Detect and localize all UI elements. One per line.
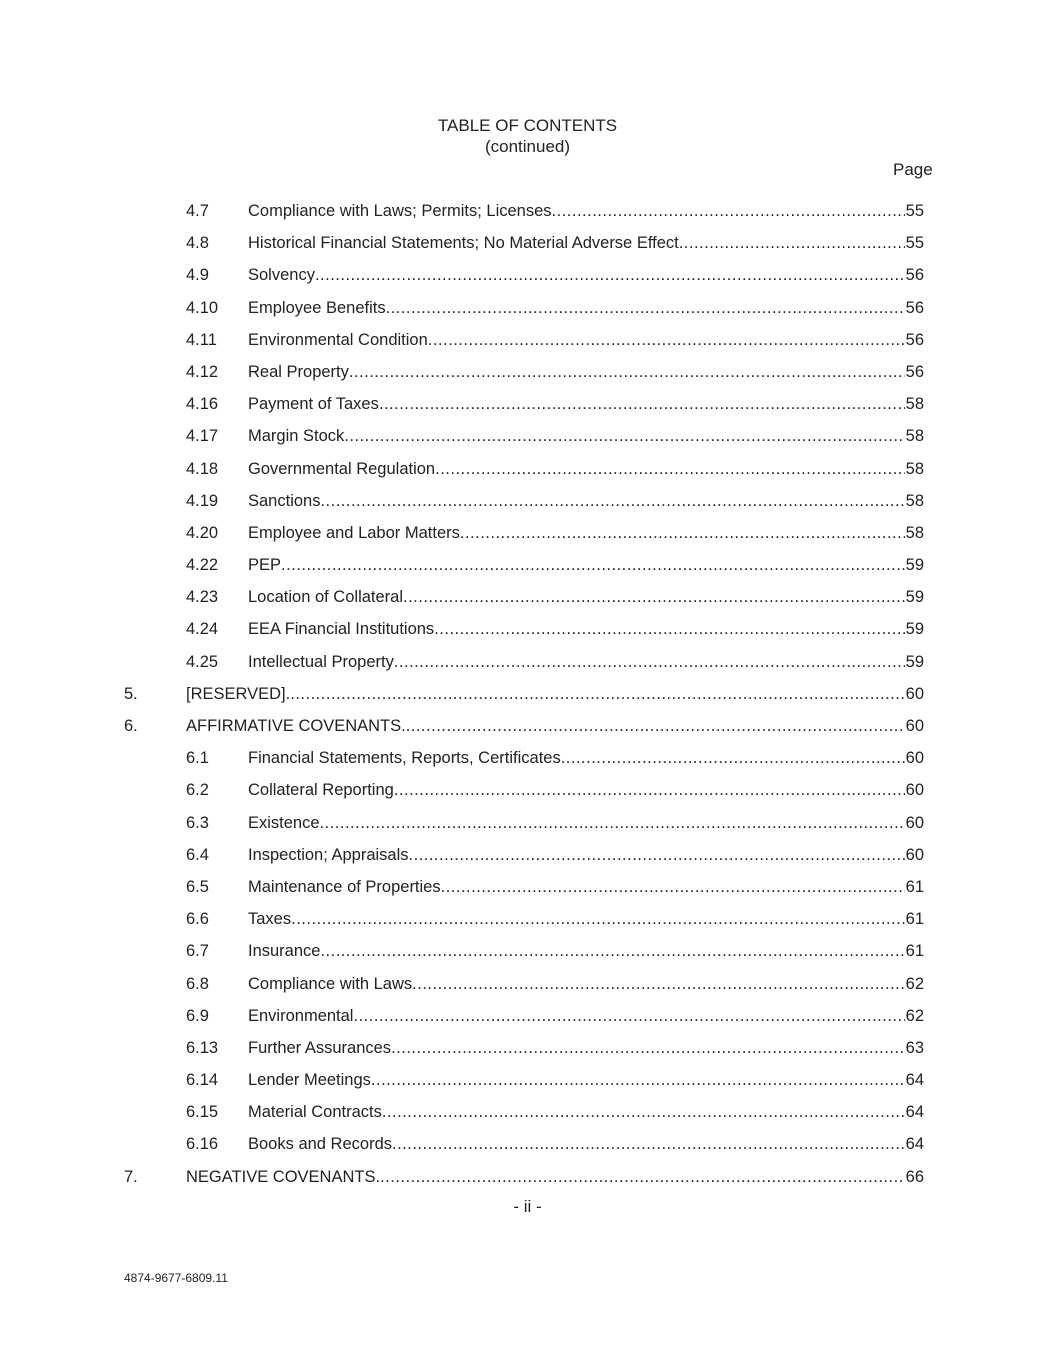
entry-page: 60 [905,813,924,832]
entry-title: Solvency [248,266,315,285]
entry-title: Taxes [248,910,292,929]
entry-number: 6.1 [186,749,209,768]
dot-leader [406,710,905,742]
toc-subsection-entry[interactable] [0,1064,1055,1096]
entry-title: Payment of Taxes [248,395,379,414]
toc-subsection-entry[interactable] [0,903,1055,935]
entry-title: Environmental Condition [248,330,428,349]
entry-leader-line [248,227,924,259]
dot-leader [441,871,905,903]
entry-page: 58 [905,523,924,542]
entry-title: Historical Financial Statements; No Material Adverse Effect [248,234,679,253]
toc-subsection-entry[interactable] [0,324,1055,356]
entry-number: 6.15 [186,1103,219,1122]
entry-page: 60 [905,749,924,768]
toc-subtitle: (continued) [484,137,571,156]
toc-subsection-entry[interactable] [0,356,1055,388]
entry-leader-line [248,388,924,420]
entry-number: 6.7 [186,942,209,961]
dot-leader [679,227,905,259]
entry-number: 6.5 [186,877,209,896]
entry-leader-line [248,935,924,967]
entry-number: 6.4 [186,845,209,864]
entry-number: 6.14 [186,1071,219,1090]
dot-leader [380,1161,905,1193]
toc-subsection-entry[interactable] [0,292,1055,324]
entry-page: 55 [905,234,924,253]
entry-title: [RESERVED]. [186,684,291,703]
dot-leader [349,356,905,388]
toc-subsection-entry[interactable] [0,839,1055,871]
entry-title: Employee and Labor Matters [248,523,460,542]
entry-leader-line [248,1096,924,1128]
entry-page: 66 [905,1167,924,1186]
dot-leader [320,935,904,967]
entry-leader-line [248,903,924,935]
entry-leader-line [248,259,924,291]
entry-number: 4.9 [186,266,209,285]
entry-page: 56 [905,330,924,349]
entry-title: Material Contracts [248,1103,382,1122]
dot-leader [428,324,905,356]
entry-leader-line [248,485,924,517]
toc-subsection-entry[interactable] [0,485,1055,517]
entry-leader-line [248,968,924,1000]
toc-subsection-entry[interactable] [0,646,1055,678]
document-id: 4874-9677-6809.11 [124,1271,228,1285]
entry-page: 60 [905,845,924,864]
toc-subsection-entry[interactable] [0,871,1055,903]
entry-page: 59 [905,556,924,575]
dot-leader [344,420,904,452]
entry-page: 58 [905,459,924,478]
entry-leader-line [248,613,924,645]
toc-subsection-entry[interactable] [0,807,1055,839]
entry-title: Maintenance of Properties [248,877,441,896]
toc-subsection-entry[interactable] [0,1096,1055,1128]
entry-leader-line [186,710,924,742]
entry-leader-line [186,1161,924,1193]
entry-number: 6.13 [186,1038,219,1057]
entry-page: 59 [905,588,924,607]
entry-title: Real Property [248,362,349,381]
entry-title: Books and Records [248,1135,392,1154]
entry-title: Compliance with Laws; Permits; Licenses [248,202,552,220]
dot-leader [434,613,904,645]
entry-leader-line [248,742,924,774]
dot-leader [371,1064,905,1096]
dot-leader [382,1096,905,1128]
entry-number: 6.16 [186,1135,219,1154]
entry-number: 4.10 [186,298,219,317]
entry-page: 58 [905,427,924,446]
entry-number: 6.3 [186,813,209,832]
entry-leader-line [248,1064,924,1096]
toc-section-entry[interactable] [0,710,1055,742]
entry-page: 63 [905,1038,924,1057]
entry-title: NEGATIVE COVENANTS. [186,1167,381,1186]
entry-number: 4.12 [186,362,219,381]
entry-title: Financial Statements, Reports, Certificates [248,749,561,768]
toc-subsection-entry[interactable] [0,1128,1055,1160]
entry-page: 62 [905,1006,924,1025]
entry-title: Existence [248,813,320,832]
entry-leader-line [248,839,924,871]
entry-page: 64 [905,1135,924,1154]
entry-title: Collateral Reporting [248,781,394,800]
dot-leader [409,839,905,871]
dot-leader [403,581,905,613]
entry-leader-line [186,678,924,710]
toc-subsection-entry[interactable] [0,517,1055,549]
dot-leader [394,646,905,678]
dot-leader [460,517,905,549]
toc-subsection-entry[interactable] [0,195,1055,227]
entry-leader-line [248,453,924,485]
entry-number: 4.22 [186,556,219,575]
toc-subsection-entry[interactable] [0,774,1055,806]
toc-subsection-entry[interactable] [0,388,1055,420]
toc-subsection-entry[interactable] [0,259,1055,291]
entry-number: 4.20 [186,523,219,542]
entry-page: 60 [905,684,924,703]
entry-page: 61 [905,877,924,896]
toc-subsection-entry[interactable] [0,549,1055,581]
toc-subsection-entry[interactable] [0,968,1055,1000]
toc-section-entry[interactable] [0,678,1055,710]
entry-page: 56 [905,362,924,381]
entry-number: 4.17 [186,427,219,446]
entry-title: AFFIRMATIVE COVENANTS. [186,717,406,735]
entry-title: PEP [248,556,282,575]
entry-number: 4.7 [186,202,209,220]
toc-subsection-entry[interactable] [0,227,1055,259]
entry-number: 6.6 [186,910,209,929]
entry-title: Sanctions [248,491,321,510]
dot-leader [386,292,905,324]
entry-leader-line [248,646,924,678]
entry-title: Employee Benefits [248,298,386,317]
dot-leader [391,1032,905,1064]
dot-leader [281,549,905,581]
dot-leader [552,195,905,227]
entry-leader-line [248,195,924,227]
dot-leader [394,774,905,806]
entry-number: 6.8 [186,974,209,993]
entry-page: 58 [905,491,924,510]
entry-leader-line [248,581,924,613]
entry-page: 59 [905,652,924,671]
entry-number: 4.18 [186,459,219,478]
entry-page: 61 [905,942,924,961]
entry-leader-line [248,1128,924,1160]
toc-subsection-entry[interactable] [0,935,1055,967]
entry-number: 4.11 [186,330,217,349]
toc-subsection-entry[interactable] [0,581,1055,613]
entry-page: 59 [905,620,924,639]
entry-leader-line [248,871,924,903]
dot-leader [412,968,904,1000]
toc-subsection-entry[interactable] [0,420,1055,452]
entry-leader-line [248,517,924,549]
entry-title: Governmental Regulation [248,459,436,478]
entry-title: Inspection; Appraisals [248,845,409,864]
entry-number: 4.23 [186,588,219,607]
entry-page: 58 [905,395,924,414]
entry-leader-line [248,292,924,324]
dot-leader [291,903,905,935]
entry-page: 55 [905,202,924,220]
dot-leader [290,678,904,710]
dot-leader [392,1128,905,1160]
entry-title: Intellectual Property [248,652,394,671]
entry-title: Further Assurances [248,1038,392,1057]
dot-leader [320,807,905,839]
entry-title: Location of Collateral [248,588,404,607]
toc-list [0,195,1055,1193]
toc-subsection-entry[interactable] [0,453,1055,485]
entry-page: 56 [905,266,924,285]
dot-leader [561,742,905,774]
entry-title: Lender Meetings [248,1071,371,1090]
toc-subsection-entry[interactable] [0,613,1055,645]
dot-leader [315,259,905,291]
entry-number: 7. [124,1167,138,1186]
dot-leader [320,485,904,517]
entry-page: 61 [905,910,924,929]
entry-page: 62 [905,974,924,993]
toc-subsection-entry[interactable] [0,1032,1055,1064]
entry-number: 4.25 [186,652,219,671]
entry-page: 56 [905,298,924,317]
entry-title: EEA Financial Institutions [248,620,435,639]
entry-page: 64 [905,1071,924,1090]
entry-leader-line [248,420,924,452]
entry-leader-line [248,1032,924,1064]
toc-section-entry[interactable] [0,1161,1055,1193]
entry-number: 4.8 [186,234,209,253]
entry-number: 4.16 [186,395,219,414]
entry-leader-line [248,549,924,581]
page-number: - ii - [513,1197,542,1216]
entry-leader-line [248,356,924,388]
entry-leader-line [248,1000,924,1032]
page-column-label: Page [893,160,933,179]
entry-title: Environmental [248,1006,354,1025]
toc-heading [0,115,1055,157]
entry-number: 5. [124,684,138,703]
entry-page: 60 [905,717,924,735]
entry-number: 6.9 [186,1006,209,1025]
entry-number: 6.2 [186,781,209,800]
entry-number: 6. [124,717,138,735]
entry-leader-line [248,774,924,806]
dot-leader [353,1000,904,1032]
toc-subsection-entry[interactable] [0,742,1055,774]
dot-leader [379,388,905,420]
entry-title: Margin Stock [248,427,345,446]
entry-page: 60 [905,781,924,800]
entry-page: 64 [905,1103,924,1122]
entry-number: 4.19 [186,491,219,510]
toc-title: TABLE OF CONTENTS [437,116,618,135]
dot-leader [435,453,905,485]
entry-leader-line [248,324,924,356]
entry-title: Insurance [248,942,321,961]
entry-leader-line [248,807,924,839]
toc-subsection-entry[interactable] [0,1000,1055,1032]
entry-number: 4.24 [186,620,219,639]
entry-title: Compliance with Laws [248,974,413,993]
